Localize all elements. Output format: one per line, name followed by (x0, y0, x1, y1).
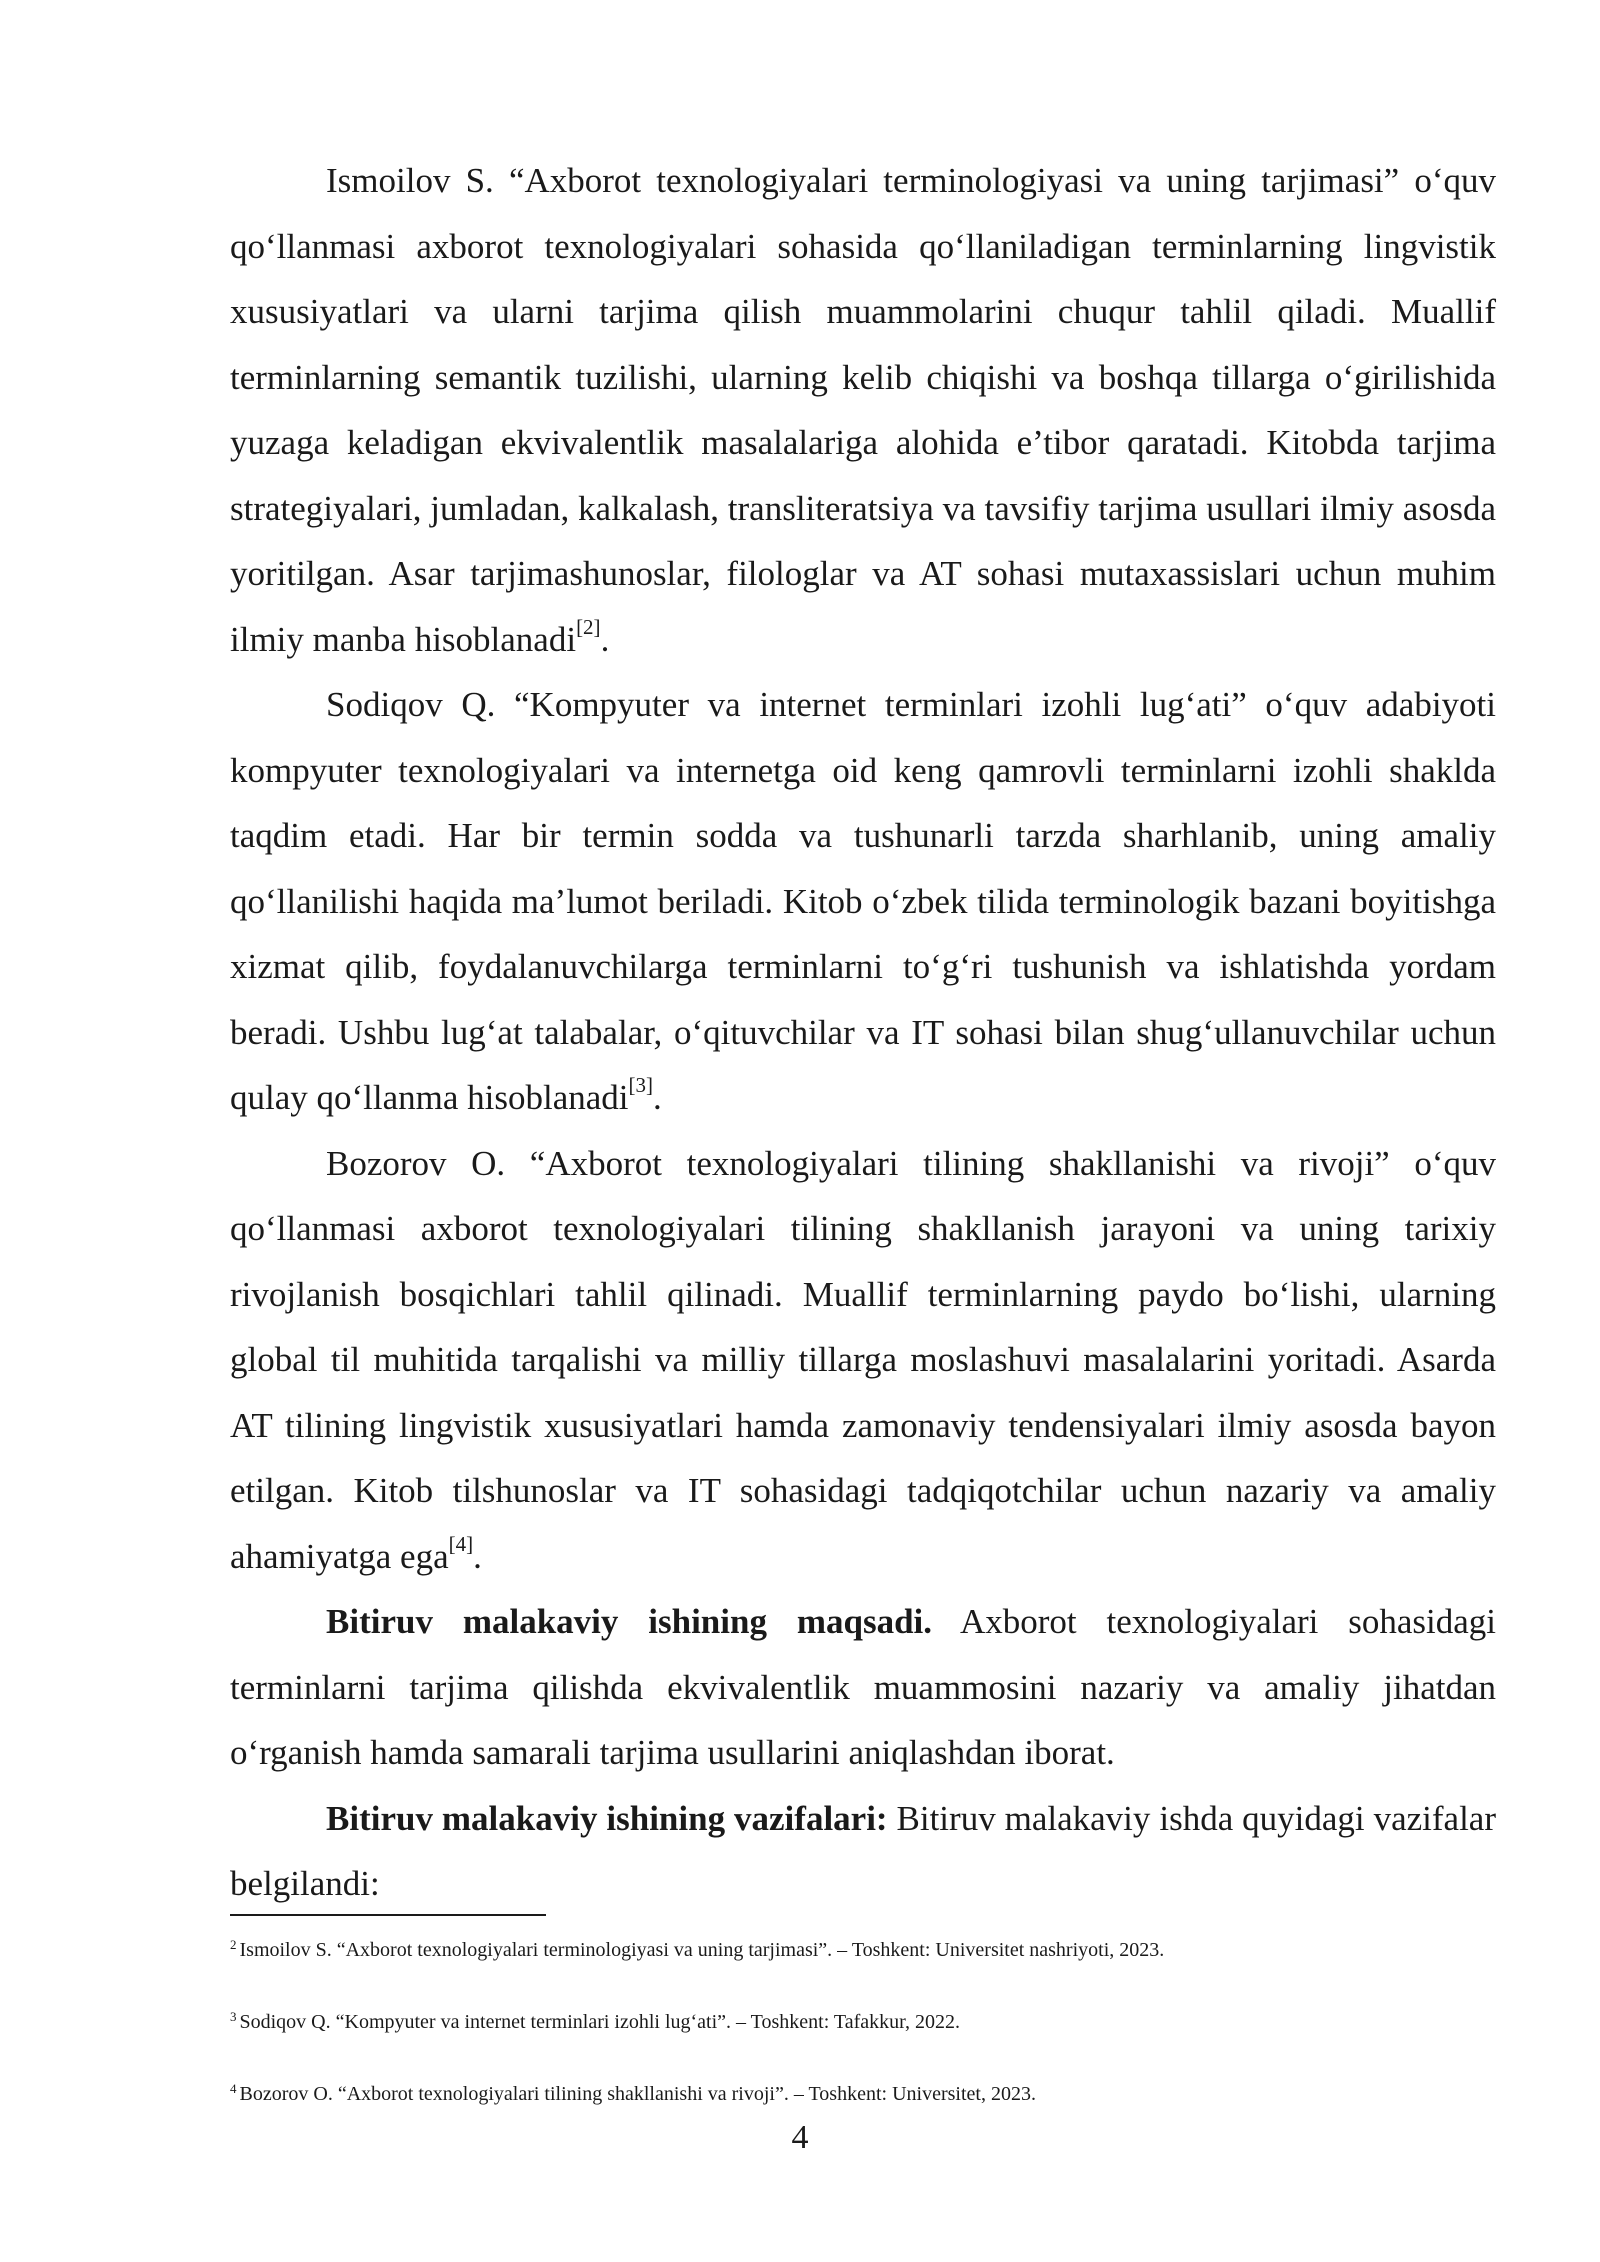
paragraph-goal (230, 1589, 1496, 1786)
tasks-text: Bitiruv malakaviy ishda quyidagi vazifalar belgilandi: (230, 1798, 1496, 1903)
paragraph-end: . (473, 1536, 482, 1576)
paragraph-ismoilov (230, 148, 1496, 672)
document-body (230, 148, 1496, 1917)
tasks-heading: Bitiruv malakaviy ishining vazifalari: (326, 1798, 888, 1838)
footnote-item (230, 2082, 1496, 2106)
paragraph-end: . (600, 619, 610, 659)
footnote-number: 4 (230, 2080, 237, 2096)
paragraph-text: Sodiqov Q. “Kompyuter va internet terminlari izohli lug‘ati” o‘quv adabiyoti kompyuter texnologiyalari va internetga oid keng qamrovli terminlarni izohli shaklda taqdim etadi. Har bir termin sodda va tushunarli tarzda sharhlanib, uning amaliy qo‘llanilishi haqida ma’lumot beriladi. Kitob o‘zbek tilida terminologik bazani boyitishga xizmat qilib, foydalanuvchilarga terminlarni to‘g‘ri tushunish va ishlatishda yordam beradi. Ushbu lug‘at talabalar, o‘qituvchilar va IT sohasi bilan shug‘ullanuvchilar uchun qulay qo‘llanma hisoblanadi (230, 685, 1496, 1117)
footnote-number: 2 (230, 1936, 237, 1952)
page-number: 4 (791, 2119, 809, 2156)
footnote-reference[interactable]: [4] (448, 1531, 474, 1556)
paragraph-sodiqov (230, 672, 1496, 1131)
footnote-text: Ismoilov S. “Axborot texnologiyalari terminologiyasi va uning tarjimasi”. – Toshkent: Universitet nashriyoti, 2023. (239, 1939, 1165, 1961)
footnote-item (230, 2010, 1496, 2034)
footnote-reference[interactable]: [3] (628, 1073, 654, 1098)
footnote-separator (230, 1914, 546, 1916)
footnote-item (230, 1938, 1496, 1962)
footnote-reference[interactable]: [2] (576, 614, 601, 639)
goal-heading: Bitiruv malakaviy ishining maqsadi. (326, 1602, 933, 1641)
footnote-text: Sodiqov Q. “Kompyuter va internet terminlari izohli lug‘ati”. – Toshkent: Tafakkur, 2022. (239, 2011, 961, 2033)
paragraph-text: Bozorov O. “Axborot texnologiyalari tilining shakllanishi va rivoji” o‘quv qo‘llanmasi axborot texnologiyalari tilining shakllanish jarayoni va uning tarixiy rivojlanish bosqichlari tahlil qilinadi. Muallif terminlarning paydo bo‘lishi, ularning global til muhitida tarqalishi va milliy tillarga moslashuvi masalalarini yoritadi. Asarda AT tilining lingvistik xususiyatlari hamda zamonaviy tendensiyalari ilmiy asosda bayon etilgan. Kitob tilshunoslar va IT sohasidagi tadqiqotchilar uchun nazariy va amaliy ahamiyatga ega (230, 1143, 1496, 1576)
paragraph-tasks (230, 1786, 1496, 1917)
paragraph-bozorov (230, 1131, 1496, 1590)
footnote-text: Bozorov O. “Axborot texnologiyalari tilining shakllanishi va rivoji”. – Toshkent: Universitet, 2023. (239, 2083, 1036, 2105)
paragraph-end: . (653, 1078, 662, 1117)
goal-text: Axborot texnologiyalari sohasidagi terminlarni tarjima qilishda ekvivalentlik muammosini nazariy va amaliy jihatdan o‘rganish hamda samarali tarjima usullarini aniqlashdan iborat. (230, 1602, 1496, 1772)
footnote-number: 3 (230, 2008, 237, 2024)
paragraph-text: Ismoilov S. “Axborot texnologiyalari terminologiyasi va uning tarjimasi” o‘quv qo‘llanmasi axborot texnologiyalari sohasida qo‘llaniladigan terminlarning lingvistik xususiyatlari va ularni tarjima qilish muammolarini chuqur tahlil qiladi. Muallif terminlarning semantik tuzilishi, ularning kelib chiqishi va boshqa tillarga o‘girilishida yuzaga keladigan ekvivalentlik masalalariga alohida e’tibor qaratadi. Kitobda tarjima strategiyalari, jumladan, kalkalash, transliteratsiya va tavsifiy tarjima usullari ilmiy asosda yoritilgan. Asar tarjimashunoslar, filologlar va AT sohasi mutaxassislari uchun muhim ilmiy manba hisoblanadi (230, 161, 1496, 659)
